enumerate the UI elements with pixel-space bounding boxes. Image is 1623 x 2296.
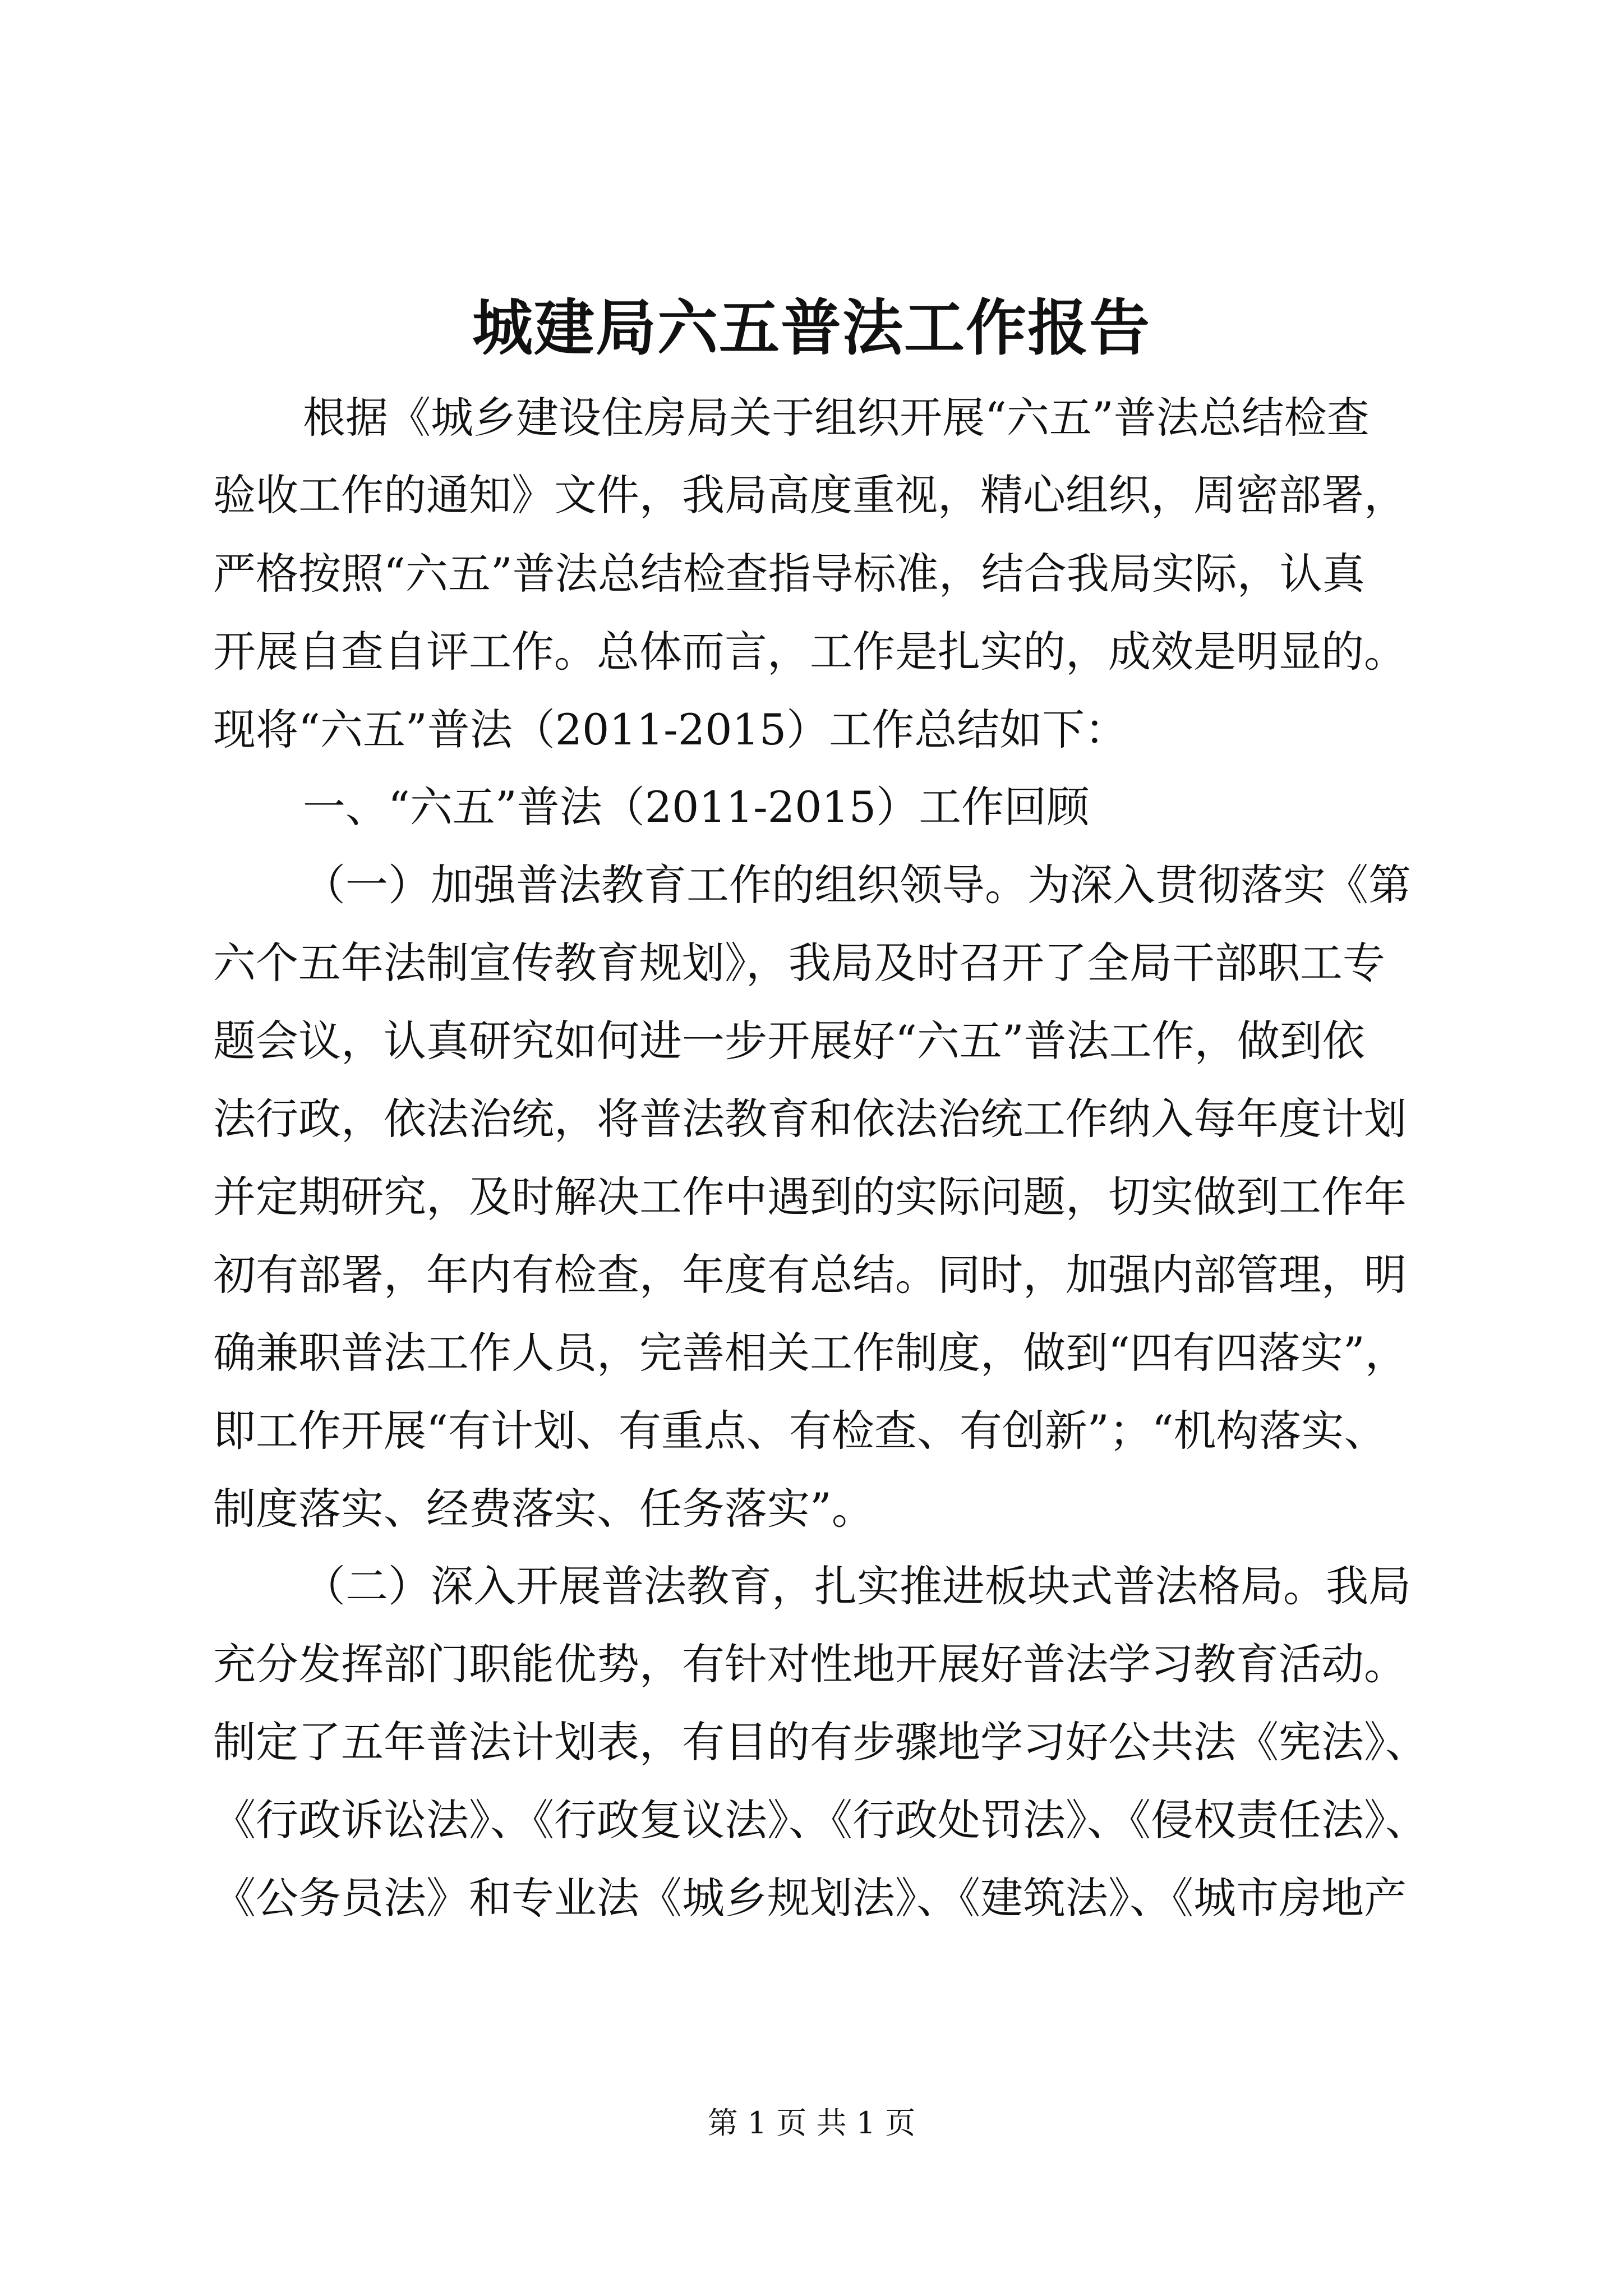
paragraph-line: 确兼职普法工作人员，完善相关工作制度，做到“四有四落实”， bbox=[213, 1328, 1408, 1378]
paragraph-line: 题会议，认真研究如何进一步开展好“六五”普法工作，做到依 bbox=[213, 1016, 1365, 1066]
document-title: 城建局六五普法工作报告 bbox=[472, 293, 1151, 364]
paragraph-line: 初有部署，年内有检查，年度有总结。同时，加强内部管理，明 bbox=[213, 1250, 1407, 1300]
paragraph-line: 开展自查自评工作。总体而言，工作是扎实的，成效是明显的。 bbox=[213, 627, 1407, 677]
paragraph-line: 法行政，依法治统，将普法教育和依法治统工作纳入每年度计划 bbox=[213, 1094, 1407, 1144]
paragraph-line: 并定期研究，及时解决工作中遇到的实际问题，切实做到工作年 bbox=[213, 1172, 1407, 1222]
paragraph-line: 制度落实、经费落实、任务落实”。 bbox=[213, 1484, 874, 1534]
paragraph-line: 验收工作的通知》文件，我局高度重视，精心组织，周密部署， bbox=[213, 470, 1407, 520]
page-footer: 第 1 页 共 1 页 bbox=[707, 2105, 916, 2141]
paragraph-line: （一）加强普法教育工作的组织领导。为深入贯彻落实《第 bbox=[303, 860, 1411, 910]
paragraph-line: 充分发挥部门职能优势，有针对性地开展好普法学习教育活动。 bbox=[213, 1639, 1407, 1689]
paragraph-line: 严格按照“六五”普法总结检查指导标准，结合我局实际，认真 bbox=[213, 549, 1365, 599]
paragraph-line: 现将“六五”普法（2011-2015）工作总结如下： bbox=[213, 705, 1128, 754]
section-heading: 一、“六五”普法（2011-2015）工作回顾 bbox=[303, 782, 1090, 832]
paragraph-line: 制定了五年普法计划表，有目的有步骤地学习好公共法《宪法》、 bbox=[213, 1717, 1428, 1767]
paragraph-line: （二）深入开展普法教育，扎实推进板块式普法格局。我局 bbox=[303, 1561, 1411, 1611]
paragraph-line: 根据《城乡建设住房局关于组织开展“六五”普法总结检查 bbox=[303, 393, 1370, 443]
paragraph-line: 六个五年法制宣传教育规划》，我局及时召开了全局干部职工专 bbox=[213, 938, 1385, 988]
paragraph-line: 即工作开展“有计划、有重点、有检查、有创新”；“机构落实、 bbox=[213, 1406, 1387, 1456]
paragraph-line: 《公务员法》和专业法《城乡规划法》、《建筑法》、《城市房地产 bbox=[213, 1873, 1407, 1923]
paragraph-line: 《行政诉讼法》、《行政复议法》、《行政处罚法》、《侵权责任法》、 bbox=[213, 1795, 1428, 1845]
